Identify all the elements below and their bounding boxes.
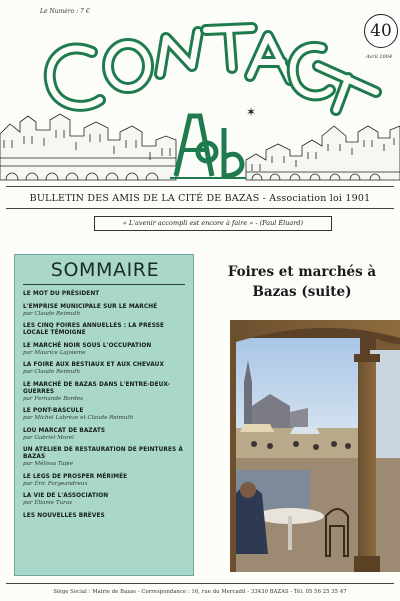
toc-item <box>23 474 189 488</box>
toc-author: par Claude Reimuth <box>23 310 81 317</box>
price-label: Le Numéro : 7 € <box>40 8 90 15</box>
subtitle-divider <box>6 208 394 209</box>
toc-item <box>23 362 189 376</box>
toc-author: par Élianie Turas <box>23 500 73 506</box>
masthead <box>0 0 400 190</box>
toc-author: par Fernande Bordes <box>23 395 84 402</box>
toc-title: LE LEGS DE PROSPER MÉRIMÉE <box>23 473 128 480</box>
article-title: Foires et marchés à Bazas (suite) <box>227 264 377 300</box>
bulletin-subtitle: BULLETIN DES AMIS DE LA CITÉ DE BAZAS - Association loi 1901 <box>29 193 371 204</box>
town-skyline-left <box>0 114 176 180</box>
toc-title: LES CINQ FOIRES ANNUELLES : LA PRESSE LOCALE TÉMOIGNE <box>23 323 165 336</box>
toc-author: par Gabriel Morel <box>23 434 74 441</box>
toc-title: LOU MARCAT DE BAZATS <box>23 427 106 434</box>
toc-item <box>23 408 189 422</box>
header-divider <box>6 186 394 187</box>
toc-title: LE MARCHÉ NOIR SOUS L'OCCUPATION <box>23 342 152 349</box>
table-of-contents <box>23 291 189 525</box>
toc-item <box>23 447 189 468</box>
toc-title: LA VIE DE L'ASSOCIATION <box>23 493 109 499</box>
toc-item <box>23 304 189 318</box>
toc-item <box>23 343 189 357</box>
toc-item <box>23 382 189 403</box>
toc-item <box>23 323 189 337</box>
toc-title: LE MARCHÉ DE BAZAS DANS L'ENTRE-DEUX-GUERRES <box>23 381 171 395</box>
contact-logo <box>50 28 376 110</box>
issue-number-badge: 40 <box>364 14 398 48</box>
toc-author: par Michel Labrèze et Claude Reimuth <box>23 415 134 421</box>
footer-divider <box>6 583 394 584</box>
toc-author: par Maurice Lajoieme <box>23 349 86 356</box>
arcade-photo-illustration <box>230 320 400 572</box>
toc-title: LE PONT-BASCULE <box>23 408 84 414</box>
toc-item <box>23 493 189 507</box>
toc-author: par Claude Reimuth <box>23 369 81 375</box>
toc-title: UN ATELIER DE RESTAURATION DE PEINTURES À BAZAS <box>23 447 184 460</box>
toc-title: LES NOUVELLES BRÈVES <box>23 512 105 519</box>
cover-photo <box>230 320 400 572</box>
toc-item <box>23 513 189 520</box>
toc-item <box>23 291 189 298</box>
masthead-illustration <box>0 0 400 190</box>
sommaire-divider <box>23 284 185 285</box>
sommaire-panel <box>14 254 194 576</box>
sommaire-title: SOMMAIRE <box>50 259 160 281</box>
quote-box: « L'avenir accompli est encore à faire » - (Paul Éluard) <box>94 216 332 231</box>
star-icon: ✶ <box>246 105 257 119</box>
acb-emblem <box>170 116 246 178</box>
footer-address: Siège Social : Mairie de Bazas - Correspondance : 16, rue du Mercadil - 33430 BAZAS - Tél. 05 56 25 35 47 <box>53 589 347 595</box>
toc-title: LE MOT DU PRÉSIDENT <box>23 291 100 297</box>
toc-author: par Mélissa Tapie <box>23 461 74 467</box>
toc-item <box>23 428 189 442</box>
toc-title: LA FOIRE AUX BESTIAUX ET AUX CHEVAUX <box>23 362 165 368</box>
issue-date: Avril 2004 <box>366 54 393 60</box>
toc-author: par Éric Forgeandreux <box>23 480 88 487</box>
town-skyline-right <box>246 126 400 180</box>
toc-title: L'EMPRISE MUNICIPALE SUR LE MARCHÉ <box>23 303 158 310</box>
